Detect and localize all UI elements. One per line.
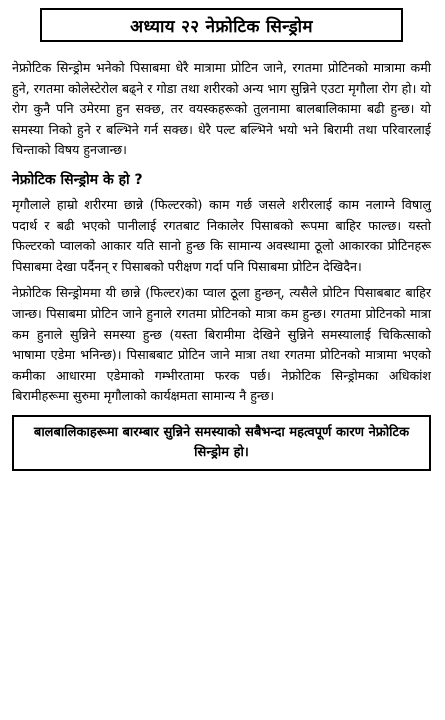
chapter-title: अध्याय २२ नेफ्रोटिक सिन्ड्रोम bbox=[40, 8, 403, 42]
section-paragraph-1: मृगौलाले हाम्रो शरीरमा छान्ने (फिल्टरको) काम गर्छ जसले शरीरलाई काम नलाग्ने विषालु पदार्थ र बढी भएको पानीलाई रगतबाट निकालेर पिसाबको रूपमा बाहिर फाल्छ। यस्तो फिल्टरको प्वालको आकार यति सानो हुन्छ कि सामान्य अवस्थामा ठूलो आकारका प्रोटिनहरू पिसाबमा देखा पर्दैनन् र पिसाबको परीक्षण गर्दा पनि पिसाबमा प्रोटिन देखिदैन। bbox=[12, 196, 431, 274]
section-heading: नेफ्रोटिक सिन्ड्रोम के हो ? bbox=[12, 171, 143, 188]
intro-paragraph: नेफ्रोटिक सिन्ड्रोम भनेको पिसाबमा धेरै मात्रामा प्रोटिन जाने, रगतमा प्रोटिनको मात्रामा कमी हुने, रगतमा कोलेस्टेरोल बढ्ने र गोडा तथा शरीरको अन्य भाग सुन्निने एउटा मृगौला रोग हो। यो रोग कुनै पनि उमेरमा हुन सक्छ, तर वयस्कहरूको तुलनामा बालबालिकामा बढी हुन्छ। यो समस्या निको हुने र बल्भिने गर्न सक्छ। धेरै पल्ट बल्भिने भयो भने बिरामी तथा परिवारलाई चिन्ताको विषय हुनजान्छ। bbox=[12, 60, 431, 158]
key-point-callout: बालबालिकाहरूमा बारम्बार सुन्निने समस्याको सबैभन्दा महत्वपूर्ण कारण नेफ्रोटिक सिन्ड्रोम हो। bbox=[12, 415, 431, 471]
section-paragraph-2: नेफ्रोटिक सिन्ड्रोममा यी छान्ने (फिल्टर)का प्वाल ठूला हुन्छन्, त्यसैले प्रोटिन पिसाबबाट बाहिर जान्छ। पिसाबमा प्रोटिन जाने हुनाले रगतमा प्रोटिनको मात्रा कम हुन्छ। रगतमा प्रोटिनको मात्रा कम हुनाले सुन्निने समस्या हुन्छ (यस्ता बिरामीमा देखिने सुन्निने समस्यालाई चिकित्साको भाषामा एडेमा भनिन्छ)। पिसाबबाट प्रोटिन जाने मात्रा तथा रगतमा प्रोटिनको मात्रामा भएको कमीका आधारमा एडेमाको गम्भीरतामा फरक पर्छ। नेफ्रोटिक सिन्ड्रोमका अधिकांश बिरामीहरूमा सुरुमा मृगौलाको कार्यक्षमता सामान्य नै हुन्छ। bbox=[12, 285, 431, 404]
